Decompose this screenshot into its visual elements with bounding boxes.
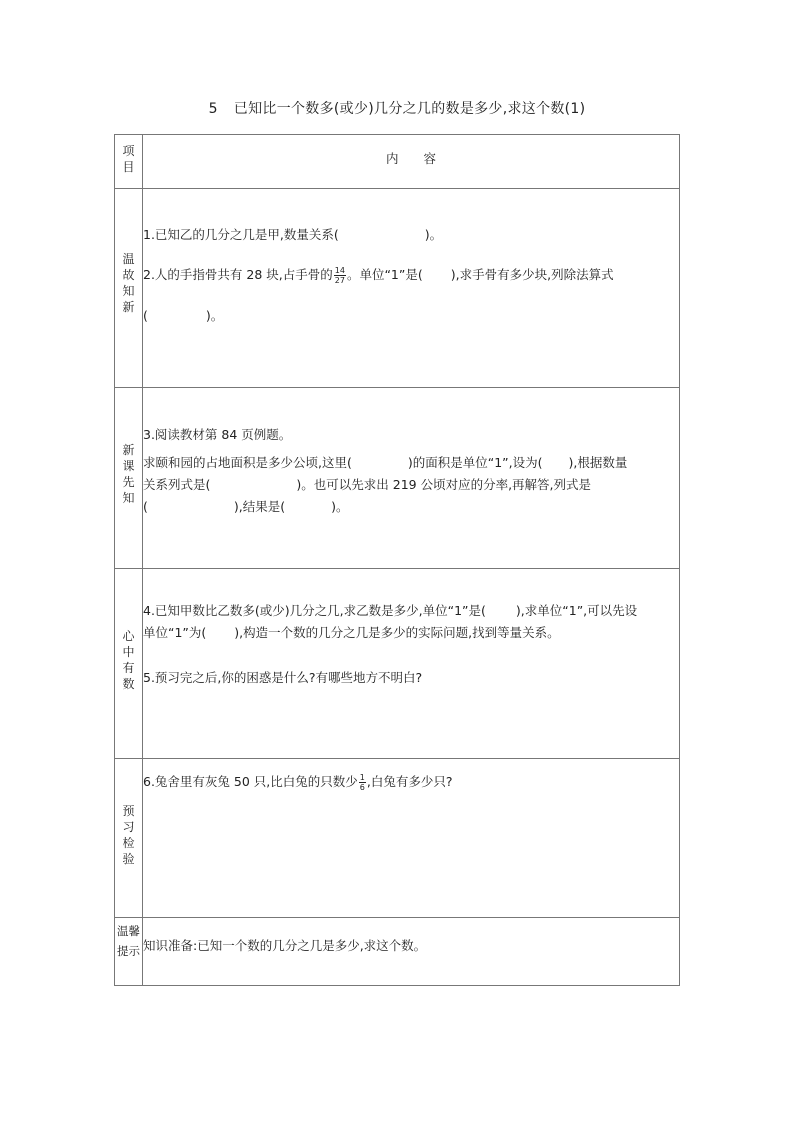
q1-text-end: )。 (424, 227, 443, 242)
section-label-char: 验 (122, 852, 135, 866)
q3-text-result: ),结果是( (233, 499, 286, 514)
lesson-title: 已知比一个数多(或少)几分之几的数是多少,求这个数(1) (233, 101, 586, 117)
q2-open-paren: ( (143, 308, 148, 323)
question-4 (143, 600, 679, 644)
fraction-numerator: 14 (334, 266, 345, 275)
section-label-cell (115, 759, 143, 918)
section-label-cell (115, 918, 143, 986)
q3-open-paren: ( (143, 499, 148, 514)
section-label-char: 知 (122, 284, 135, 298)
q6-text: 6.兔舍里有灰兔 50 只,比白兔的只数少 (143, 774, 358, 789)
section-review (115, 189, 680, 388)
section-label-char: 新 (122, 300, 135, 314)
section-label-char: 有 (122, 661, 135, 675)
q1-text: 1.已知乙的几分之几是甲,数量关系( (143, 227, 339, 242)
section-content-cell (143, 918, 680, 986)
fraction (359, 773, 366, 792)
q4-text-tail: ),求单位“1”,可以先设 (515, 603, 638, 618)
section-label-char: 习 (122, 820, 135, 834)
section-label-word: 提示 (117, 944, 140, 958)
question-3: 3.阅读教材第 84 页例题。 (143, 427, 292, 442)
study-plan-table (114, 134, 680, 986)
fraction-numerator: 1 (359, 773, 365, 782)
header-content-label: 内 容 (385, 151, 436, 166)
q4-text-set: 单位“1”为( (143, 625, 207, 640)
question-6 (143, 771, 679, 793)
header-item-char: 项 (122, 144, 135, 158)
section-label-char: 知 (122, 491, 135, 505)
header-content-cell (143, 135, 680, 189)
header-item-cell (115, 135, 143, 189)
section-label-char: 课 (122, 459, 135, 473)
section-label-char: 数 (122, 677, 135, 691)
section-label-word: 温馨 (117, 924, 140, 938)
q4-text: 4.已知甲数比乙数多(或少)几分之几,求乙数是多少,单位“1”是( (143, 603, 486, 618)
header-item-char: 目 (122, 160, 135, 174)
fraction-denominator: 6 (359, 783, 365, 792)
section-label-char: 新 (122, 443, 135, 457)
question-1 (143, 224, 679, 246)
q6-text-end: ,白兔有多少只? (366, 774, 453, 789)
table-header-row (115, 135, 680, 189)
q3-text-alt: )。也可以先求出 219 公顷对应的分率,再解答,列式是 (296, 477, 592, 492)
q3-close-paren: )。 (331, 499, 349, 514)
question-2-line-2 (143, 305, 679, 327)
section-label-char: 预 (122, 804, 135, 818)
section-reflection (115, 569, 680, 759)
tip-text: 知识准备:已知一个数的几分之几是多少,求这个数。 (143, 938, 427, 953)
question-3-body (143, 452, 679, 518)
q3-text: 求颐和园的占地面积是多少公顷,这里( (143, 455, 352, 470)
section-label-char: 温 (122, 252, 135, 266)
section-label-cell (115, 388, 143, 569)
fraction-denominator: 27 (334, 276, 345, 285)
lesson-number: 5 (208, 101, 218, 117)
fraction (334, 266, 346, 285)
page-title (0, 98, 794, 118)
section-label-char: 检 (122, 836, 135, 850)
section-content-cell (143, 569, 680, 759)
section-label-cell (115, 189, 143, 388)
section-tip (115, 918, 680, 986)
section-label-char: 中 (122, 645, 135, 659)
q2-close-paren: )。 (205, 308, 224, 323)
q2-text-ask: ),求手骨有多少块,列除法算式 (450, 267, 614, 282)
section-label-char: 先 (122, 475, 135, 489)
question-5: 5.预习完之后,你的困惑是什么?有哪些地方不明白? (143, 670, 423, 685)
section-content-cell (143, 189, 680, 388)
section-content-cell (143, 388, 680, 569)
q4-text-end: ),构造一个数的几分之几是多少的实际问题,找到等量关系。 (234, 625, 560, 640)
section-label-cell (115, 569, 143, 759)
section-preview (115, 388, 680, 569)
q3-text-relation: 关系列式是( (143, 477, 211, 492)
section-label-char: 心 (122, 629, 135, 643)
section-label-char: 故 (122, 268, 135, 282)
section-check (115, 759, 680, 918)
question-2 (143, 264, 679, 286)
q3-text-tail: ),根据数量 (568, 455, 628, 470)
q3-text-unit: )的面积是单位“1”,设为( (407, 455, 543, 470)
q2-text: 2.人的手指骨共有 28 块,占手骨的 (143, 267, 333, 282)
section-content-cell (143, 759, 680, 918)
q2-text-unit: 。单位“1”是( (346, 267, 423, 282)
